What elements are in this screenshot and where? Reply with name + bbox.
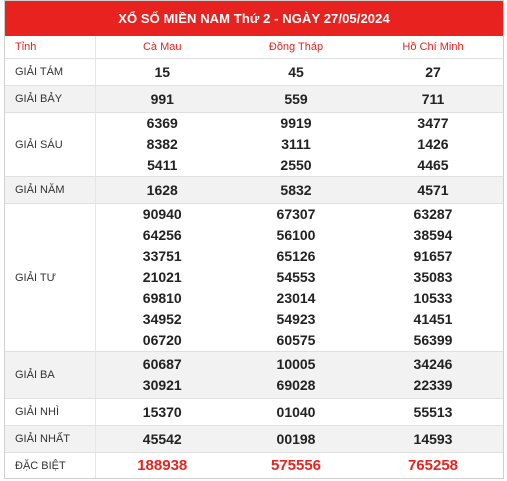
prize-numbers-cell [363,453,503,479]
prize-numbers-cell [363,204,503,352]
winning-number: 15370 [142,403,182,420]
special-prize-number: 575556 [270,457,322,474]
prize-numbers-cell [229,113,363,177]
special-prize-number: 188938 [137,457,188,474]
winning-number: 10533 [413,290,453,306]
prize-numbers-cell [363,426,503,453]
prize-row [5,177,503,204]
prize-row [5,453,503,479]
winning-number: 8382 [146,136,178,152]
winning-number: 56399 [413,332,453,348]
winning-number: 55513 [413,403,453,420]
prize-name: GIẢI SÁU [5,113,95,177]
prize-numbers-cell [95,86,229,113]
prize-numbers-cell [95,453,229,479]
winning-number: 90940 [142,206,182,222]
prize-numbers-cell [363,113,503,177]
prize-numbers-cell [229,86,363,113]
winning-number: 54553 [276,269,316,285]
prize-name: GIẢI BA [5,352,95,399]
winning-number: 33751 [142,248,182,264]
winning-number: 4465 [417,157,449,173]
prize-numbers-cell [363,352,503,399]
prize-numbers-cell [229,399,363,426]
prize-numbers-cell [95,426,229,453]
prize-numbers-cell [363,399,503,426]
winning-number: 34952 [142,311,182,327]
province-name[interactable]: Đồng Tháp [229,36,363,59]
prize-row [5,59,503,86]
winning-number: 01040 [276,403,316,420]
winning-number: 60687 [142,356,182,372]
prize-numbers-cell [229,426,363,453]
winning-number: 38594 [413,227,453,243]
winning-number: 559 [284,90,308,107]
winning-number: 10005 [276,356,316,372]
winning-number: 45 [288,63,304,80]
winning-number: 21021 [142,269,182,285]
winning-number: 00198 [276,430,316,447]
winning-number: 15 [154,63,171,80]
winning-number: 3111 [281,136,311,152]
winning-number: 91657 [413,248,453,264]
prize-numbers-cell [363,177,503,204]
prize-numbers-cell [95,59,229,86]
winning-number: 22339 [413,377,453,393]
winning-number: 27 [425,63,441,80]
prize-numbers-cell [363,86,503,113]
winning-number: 4571 [417,181,449,198]
winning-number: 711 [421,90,445,107]
winning-number: 69028 [276,377,316,393]
winning-number: 45542 [142,430,182,447]
winning-number: 60575 [276,332,316,348]
province-name[interactable]: Cà Mau [95,36,229,59]
prize-numbers-cell [229,204,363,352]
winning-number: 06720 [142,332,182,348]
prize-numbers-cell [95,177,229,204]
winning-number: 63287 [413,206,453,222]
prize-name: GIẢI NHẤT [5,426,95,453]
prize-row [5,352,503,399]
lottery-results-panel [4,0,504,479]
province-column-label: Tỉnh [5,36,95,59]
winning-number: 54923 [276,311,316,327]
prize-row [5,399,503,426]
winning-number: 23014 [276,290,316,306]
winning-number: 56100 [276,227,316,243]
prize-numbers-cell [95,399,229,426]
special-prize-number: 765258 [407,457,459,474]
winning-number: 9919 [280,115,312,131]
winning-number: 67307 [276,206,316,222]
prize-name: GIẢI BẢY [5,86,95,113]
prize-numbers-cell [95,113,229,177]
prize-name: GIẢI TÁM [5,59,95,86]
prize-row [5,113,503,177]
winning-number: 1628 [146,181,178,198]
prize-numbers-cell [229,352,363,399]
prize-numbers-cell [229,59,363,86]
prize-row [5,204,503,352]
prize-row [5,426,503,453]
results-title: XỔ SỐ MIỀN NAM Thứ 2 - NGÀY 27/05/2024 [5,1,503,36]
winning-number: 2550 [280,157,312,173]
winning-number: 5832 [280,181,312,198]
prize-row [5,86,503,113]
prize-name: GIẢI TƯ [5,204,95,352]
winning-number: 69810 [142,290,182,306]
prize-numbers-cell [363,59,503,86]
prize-numbers-cell [95,204,229,352]
winning-number: 30921 [142,377,182,393]
prize-name: GIẢI NĂM [5,177,95,204]
prize-name: ĐẶC BIỆT [5,453,95,479]
winning-number: 6369 [146,115,178,131]
winning-number: 41451 [413,311,453,327]
winning-number: 1426 [417,136,449,152]
winning-number: 3477 [417,115,449,131]
winning-number: 5411 [147,157,178,173]
winning-number: 35083 [413,269,453,285]
winning-number: 64256 [142,227,182,243]
winning-number: 991 [150,90,174,107]
prize-numbers-cell [229,453,363,479]
prize-numbers-cell [229,177,363,204]
province-name[interactable]: Hồ Chí Minh [363,36,503,59]
province-header-row [5,36,503,59]
winning-number: 65126 [276,248,316,264]
prize-name: GIẢI NHÌ [5,399,95,426]
winning-number: 34246 [413,356,453,372]
winning-number: 14593 [413,430,453,447]
results-table [5,36,503,479]
prize-numbers-cell [95,352,229,399]
